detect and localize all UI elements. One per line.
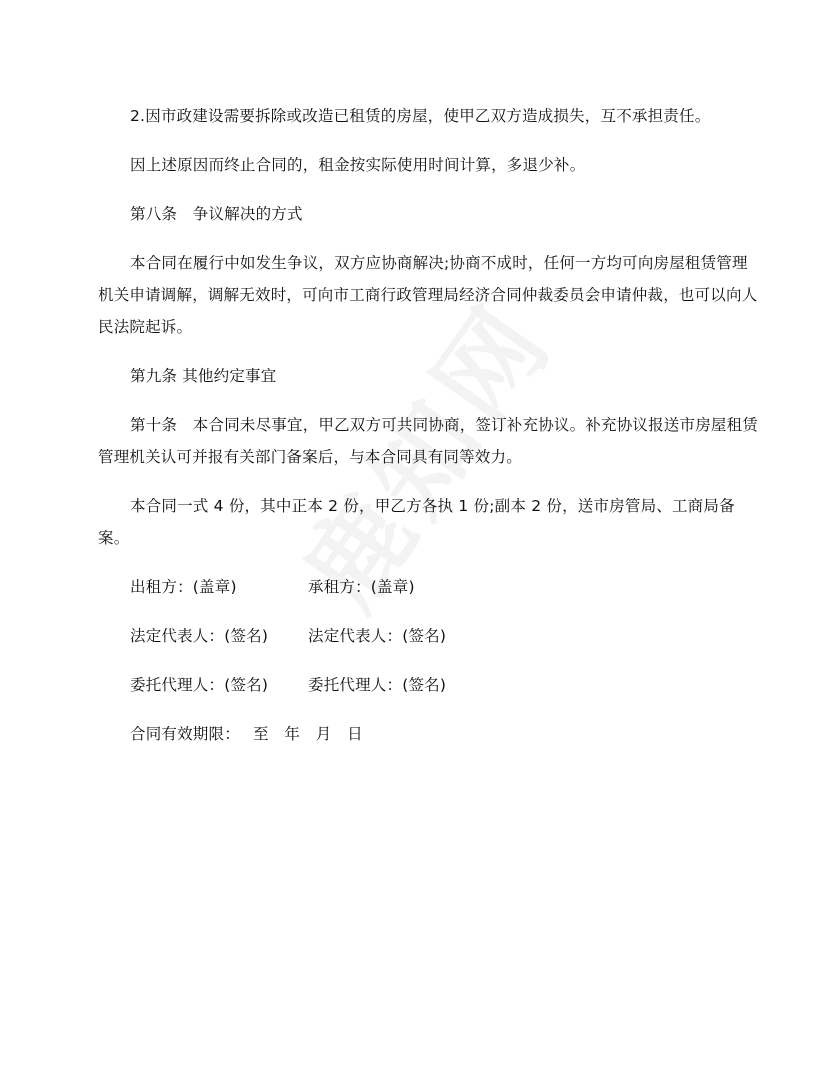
contract-term-line: 合同有效期限： 至 年 月 日 <box>130 725 363 743</box>
signature-row-agent <box>130 669 758 701</box>
lessee-seal-label: 承租方：(盖章) <box>308 578 415 596</box>
paragraph-copies: 本合同一式 4 份，其中正本 2 份，甲乙方各执 1 份;副本 2 份，送市房管局、工商局备案。 <box>98 497 735 547</box>
lessee-legal-rep-label: 法定代表人：(签名) <box>308 627 447 645</box>
paragraph-dispute-resolution: 本合同在履行中如发生争议，双方应协商解决;协商不成时，任何一方均可向房屋租赁管理机关申请调解，调解无效时，可向市工商行政管理局经济合同仲裁委员会申请仲裁，也可以向人民法院起诉。 <box>98 254 758 336</box>
paragraph-demolition-clause: 2.因市政建设需要拆除或改造已租赁的房屋，使甲乙双方造成损失，互不承担责任。 <box>130 107 711 125</box>
document-body <box>98 100 758 750</box>
lessor-legal-rep-label: 法定代表人：(签名) <box>130 627 269 645</box>
paragraph-article-10: 第十条 本合同未尽事宜，甲乙双方可共同协商，签订补充协议。补充协议报送市房屋租赁管理机关认可并报有关部门备案后，与本合同具有同等效力。 <box>98 416 759 466</box>
lessor-agent-label: 委托代理人：(签名) <box>130 676 269 694</box>
heading-article-9: 第九条 其他约定事宜 <box>130 367 277 385</box>
lessor-seal-label: 出租方：(盖章) <box>130 578 237 596</box>
signature-row-legal-rep <box>130 620 758 652</box>
paragraph-rent-settlement: 因上述原因而终止合同的，租金按实际使用时间计算，多退少补。 <box>130 156 586 174</box>
heading-article-8: 第八条 争议解决的方式 <box>130 205 303 223</box>
signature-row-seal <box>130 571 758 603</box>
lessee-agent-label: 委托代理人：(签名) <box>308 676 447 694</box>
